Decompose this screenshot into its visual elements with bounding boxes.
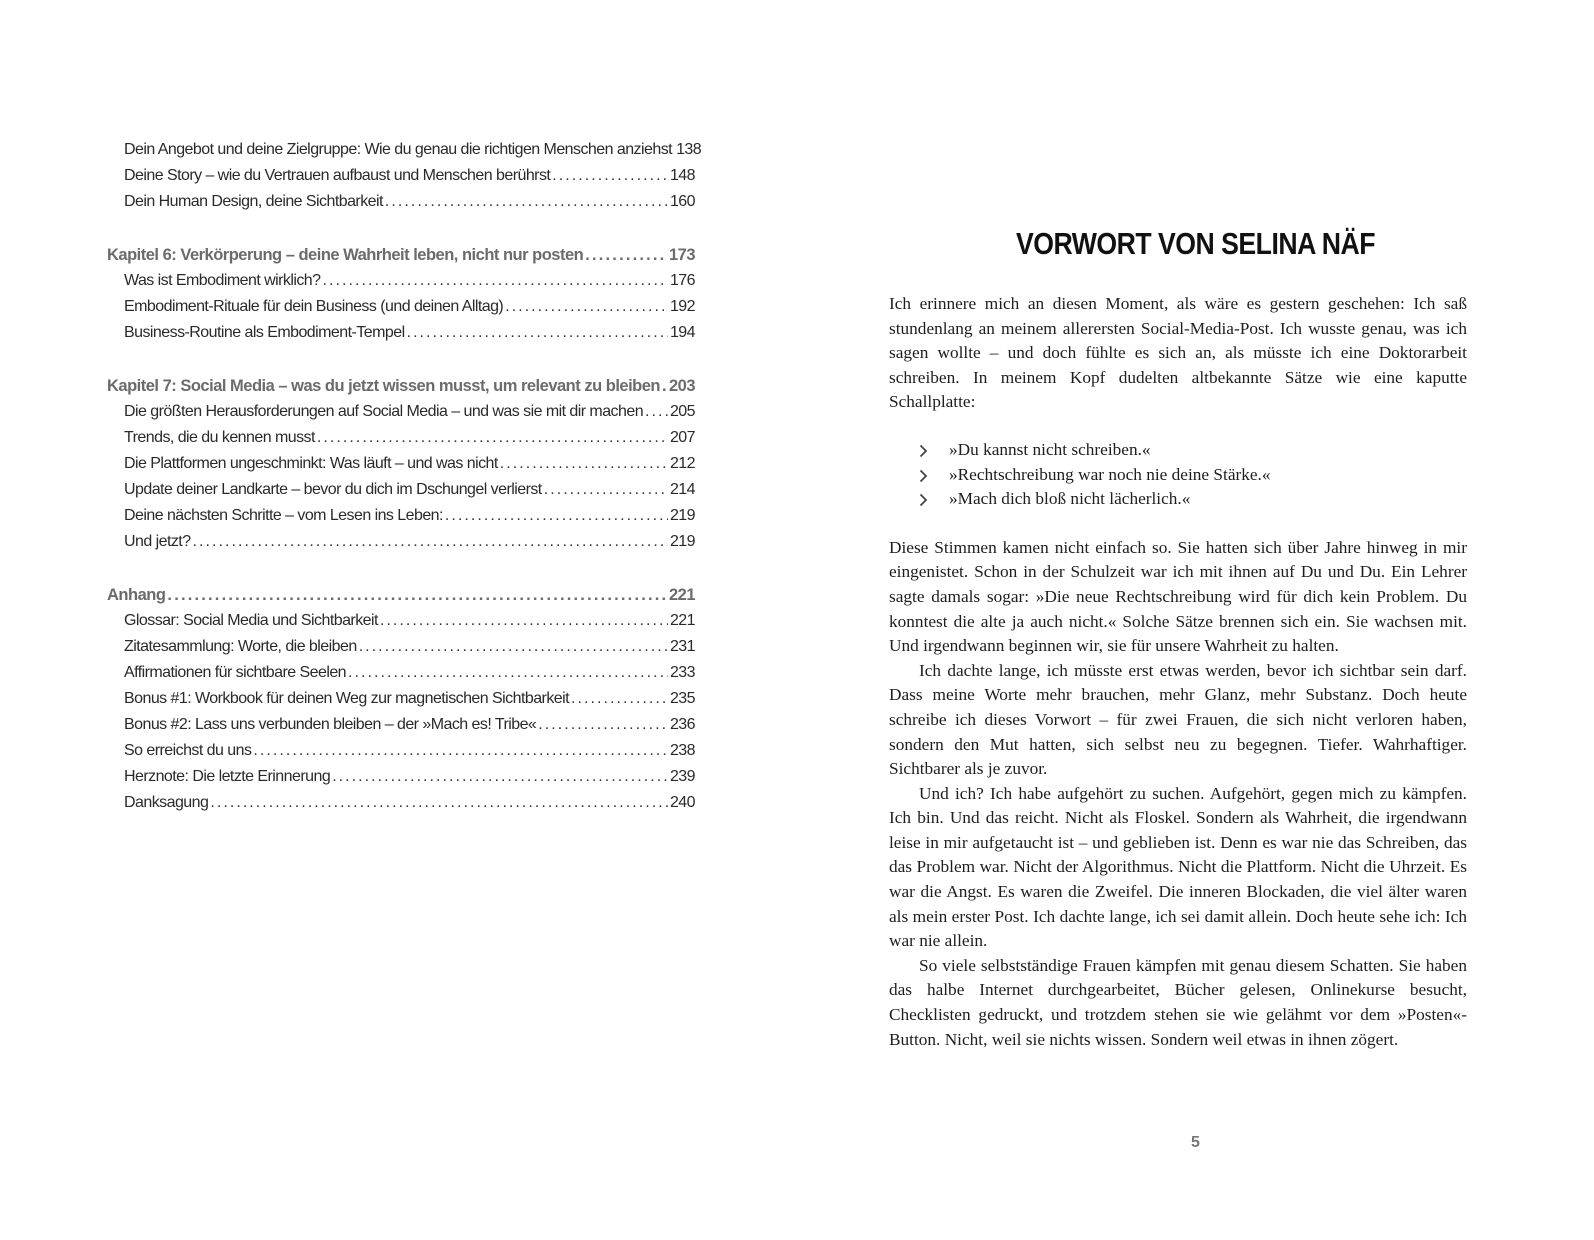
toc-entry-title: Deine Story – wie du Vertrauen aufbaust und Menschen berührst bbox=[124, 167, 551, 184]
toc-entry[interactable] bbox=[107, 794, 695, 820]
quote-text: »Mach dich bloß nicht lächerlich.« bbox=[949, 489, 1191, 509]
paragraph: Ich dachte lange, ich müsste erst etwas werden, bevor ich sichtbar sein darf. Dass meine Worte mehr brauchen, mehr Glanz, mehr Substanz. Doch heute schreibe ich dieses Vorwort – für zwei Frauen, die sich nicht verloren haben, sondern den Mut hatten, sich selbst neu zu begegnen. Tiefer. Wahrhaftiger. Sichtbarer als je zuvor. bbox=[889, 660, 1467, 779]
toc-entry[interactable] bbox=[107, 141, 702, 167]
toc-entry[interactable] bbox=[107, 272, 695, 298]
toc-leader-dots bbox=[544, 481, 668, 499]
toc-leader-dots bbox=[500, 455, 668, 473]
toc-entry[interactable] bbox=[107, 324, 695, 350]
toc-chapter-7[interactable] bbox=[107, 377, 695, 403]
list-item bbox=[889, 463, 1467, 488]
toc-entry[interactable] bbox=[107, 167, 695, 193]
foreword-body bbox=[889, 292, 1467, 1052]
toc-entry[interactable] bbox=[107, 612, 695, 638]
toc-entry-title: Dein Human Design, deine Sichtbarkeit bbox=[124, 193, 383, 210]
toc-entry-page: 231 bbox=[669, 638, 695, 655]
chevron-right-icon bbox=[919, 493, 928, 507]
toc-leader-dots bbox=[323, 272, 668, 290]
toc-leader-dots bbox=[571, 690, 668, 708]
toc-entry-page: 148 bbox=[669, 167, 695, 184]
toc-entry[interactable] bbox=[107, 716, 695, 742]
table-of-contents bbox=[107, 141, 702, 820]
toc-entry-title: Was ist Embodiment wirklich? bbox=[124, 272, 321, 289]
toc-leader-dots bbox=[359, 638, 668, 656]
toc-entry[interactable] bbox=[107, 298, 695, 324]
toc-leader-dots bbox=[253, 742, 668, 760]
toc-entry-page: 173 bbox=[668, 246, 695, 264]
toc-leader-dots bbox=[505, 298, 668, 316]
toc-entry-title: Danksagung bbox=[124, 794, 209, 811]
paragraph: Diese Stimmen kamen nicht einfach so. Sie hatten sich über Jahre hinweg in mir eingenistet. Schon in der Schulzeit war ich mit ihnen auf Du und Du. Ein Lehrer sagte damals sogar: »Die neue Rechtschreibung wird für dich kein Problem. Du konntest die alte ja auch nicht.« Solche Sätze brennen sich ein. Sie wachsen mit. Und irgendwann beginnen wir, sie für unsere Wahrheit zu halten. bbox=[889, 537, 1467, 656]
toc-entry[interactable] bbox=[107, 533, 695, 559]
toc-entry-page: 160 bbox=[669, 193, 695, 210]
toc-leader-dots bbox=[662, 377, 667, 396]
toc-entry-title: Kapitel 7: Social Media – was du jetzt wissen musst, um relevant zu bleiben bbox=[107, 377, 660, 395]
toc-entry-title: Bonus #2: Lass uns verbunden bleiben – der »Mach es! Tribe« bbox=[124, 716, 537, 733]
toc-entry-page: 205 bbox=[669, 403, 695, 420]
toc-entry-page: 207 bbox=[669, 429, 695, 446]
toc-entry-page: 212 bbox=[669, 455, 695, 472]
toc-entry-title: Embodiment-Rituale für dein Business (und deinen Alltag) bbox=[124, 298, 504, 315]
toc-entry-title: Zitatesammlung: Worte, die bleiben bbox=[124, 638, 357, 655]
toc-entry-page: 192 bbox=[669, 298, 695, 315]
quote-text: »Rechtschreibung war noch nie deine Stärke.« bbox=[949, 464, 1271, 484]
toc-leader-dots bbox=[210, 794, 668, 812]
toc-entry[interactable] bbox=[107, 455, 695, 481]
toc-entry-page: 221 bbox=[668, 586, 695, 604]
toc-entry-title: Deine nächsten Schritte – vom Lesen ins Leben: bbox=[124, 507, 443, 524]
toc-leader-dots bbox=[445, 507, 668, 525]
toc-entry-page: 219 bbox=[669, 507, 695, 524]
toc-entry[interactable] bbox=[107, 403, 695, 429]
toc-entry[interactable] bbox=[107, 507, 695, 533]
toc-leader-dots bbox=[380, 612, 668, 630]
paragraph: So viele selbstständige Frauen kämpfen mit genau diesem Schatten. Sie haben das halbe Internet durchgearbeitet, Bücher gelesen, Onlinekurse besucht, Checklisten gedruckt, und trotzdem stehen sie wie gelähmt vor dem »Posten«-Button. Nicht, weil sie nichts wissen. Sondern weil etwas in ihnen zögert. bbox=[889, 955, 1467, 1049]
toc-entry-page: 194 bbox=[669, 324, 695, 341]
toc-entry-page: 221 bbox=[669, 612, 695, 629]
toc-entry-title: Affirmationen für sichtbare Seelen bbox=[124, 664, 347, 681]
toc-entry[interactable] bbox=[107, 193, 695, 219]
toc-entry-title: Update deiner Landkarte – bevor du dich im Dschungel verlierst bbox=[124, 481, 542, 498]
toc-entry-title: Kapitel 6: Verkörperung – deine Wahrheit leben, nicht nur posten bbox=[107, 246, 584, 264]
list-item bbox=[889, 438, 1467, 463]
toc-leader-dots bbox=[538, 716, 668, 734]
chevron-right-icon bbox=[919, 469, 928, 483]
toc-entry-title: Glossar: Social Media und Sichtbarkeit bbox=[124, 612, 378, 629]
right-page bbox=[797, 0, 1594, 1240]
toc-entry-title: Dein Angebot und deine Zielgruppe: Wie du genau die richtigen Menschen anziehst bbox=[124, 141, 673, 158]
toc-entry-title: Herznote: Die letzte Erinnerung bbox=[124, 768, 331, 785]
page-number: 5 bbox=[1191, 1134, 1200, 1151]
toc-entry[interactable] bbox=[107, 664, 695, 690]
toc-entry-title: Anhang bbox=[107, 586, 166, 604]
toc-entry-title: Bonus #1: Workbook für deinen Weg zur magnetischen Sichtbarkeit bbox=[124, 690, 570, 707]
toc-entry-title: Und jetzt? bbox=[124, 533, 191, 550]
toc-entry-page: 239 bbox=[669, 768, 695, 785]
page-title: VORWORT VON SELINA NÄF bbox=[1016, 226, 1375, 261]
toc-leader-dots bbox=[585, 246, 667, 265]
quote-text: »Du kannst nicht schreiben.« bbox=[949, 439, 1151, 459]
toc-entry[interactable] bbox=[107, 481, 695, 507]
toc-chapter-6[interactable] bbox=[107, 246, 695, 272]
list-item bbox=[889, 487, 1467, 512]
paragraph-intro: Ich erinnere mich an diesen Moment, als wäre es gestern geschehen: Ich saß stundenlang an meinem allerersten Social-Media-Post. Ich wusste genau, was ich sagen wollte – und doch fühlte es sich an, als müsste ich eine Doktorarbeit schreiben. In meinem Kopf dudelten altbekannte Sätze wie eine kaputte Schallplatte: bbox=[889, 294, 1467, 412]
toc-leader-dots bbox=[385, 193, 668, 211]
toc-entry-page: 176 bbox=[669, 272, 695, 289]
toc-entry[interactable] bbox=[107, 429, 695, 455]
toc-leader-dots bbox=[407, 324, 668, 342]
toc-entry-page: 236 bbox=[669, 716, 695, 733]
toc-entry-title: Die größten Herausforderungen auf Social Media – und was sie mit dir machen bbox=[124, 403, 644, 420]
toc-entry[interactable] bbox=[107, 742, 695, 768]
toc-entry-page: 203 bbox=[668, 377, 695, 395]
toc-entry-page: 214 bbox=[669, 481, 695, 498]
toc-leader-dots bbox=[645, 403, 668, 421]
toc-entry[interactable] bbox=[107, 768, 695, 794]
toc-entry-page: 240 bbox=[669, 794, 695, 811]
toc-entry-page: 233 bbox=[669, 664, 695, 681]
toc-entry-title: So erreichst du uns bbox=[124, 742, 252, 759]
toc-entry-title: Business-Routine als Embodiment-Tempel bbox=[124, 324, 405, 341]
toc-leader-dots bbox=[552, 167, 668, 185]
toc-entry-page: 235 bbox=[669, 690, 695, 707]
toc-leader-dots bbox=[193, 533, 668, 551]
toc-leader-dots bbox=[167, 586, 667, 605]
chevron-right-icon bbox=[919, 444, 928, 458]
toc-entry[interactable] bbox=[107, 690, 695, 716]
toc-leader-dots bbox=[332, 768, 668, 786]
toc-entry-title: Die Plattformen ungeschminkt: Was läuft – und was nicht bbox=[124, 455, 498, 472]
paragraph: Und ich? Ich habe aufgehört zu suchen. Aufgehört, gegen mich zu kämpfen. Ich bin. Und das reicht. Nicht als Floskel. Sondern als Wahrheit, die irgendwann leise in mir aufgetaucht ist – und geblieben ist. Denn es war nie das Schreiben, das das Problem war. Nicht der Algorithmus. Nicht die Plattform. Nicht die Uhrzeit. Es war die Angst. Es waren die Zweifel. Die inneren Blockaden, die viel älter waren als mein erster Post. Ich dachte lange, ich sei damit allein. Doch heute sehe ich: Ich war nie allein. bbox=[889, 783, 1467, 951]
toc-entry[interactable] bbox=[107, 638, 695, 664]
toc-entry-page: 238 bbox=[669, 742, 695, 759]
toc-leader-dots bbox=[348, 664, 668, 682]
toc-entry-title: Trends, die du kennen musst bbox=[124, 429, 315, 446]
toc-entry-page: 138 bbox=[676, 141, 702, 158]
toc-appendix[interactable] bbox=[107, 586, 695, 612]
toc-entry-page: 219 bbox=[669, 533, 695, 550]
toc-leader-dots bbox=[317, 429, 668, 447]
quote-list bbox=[889, 438, 1467, 512]
